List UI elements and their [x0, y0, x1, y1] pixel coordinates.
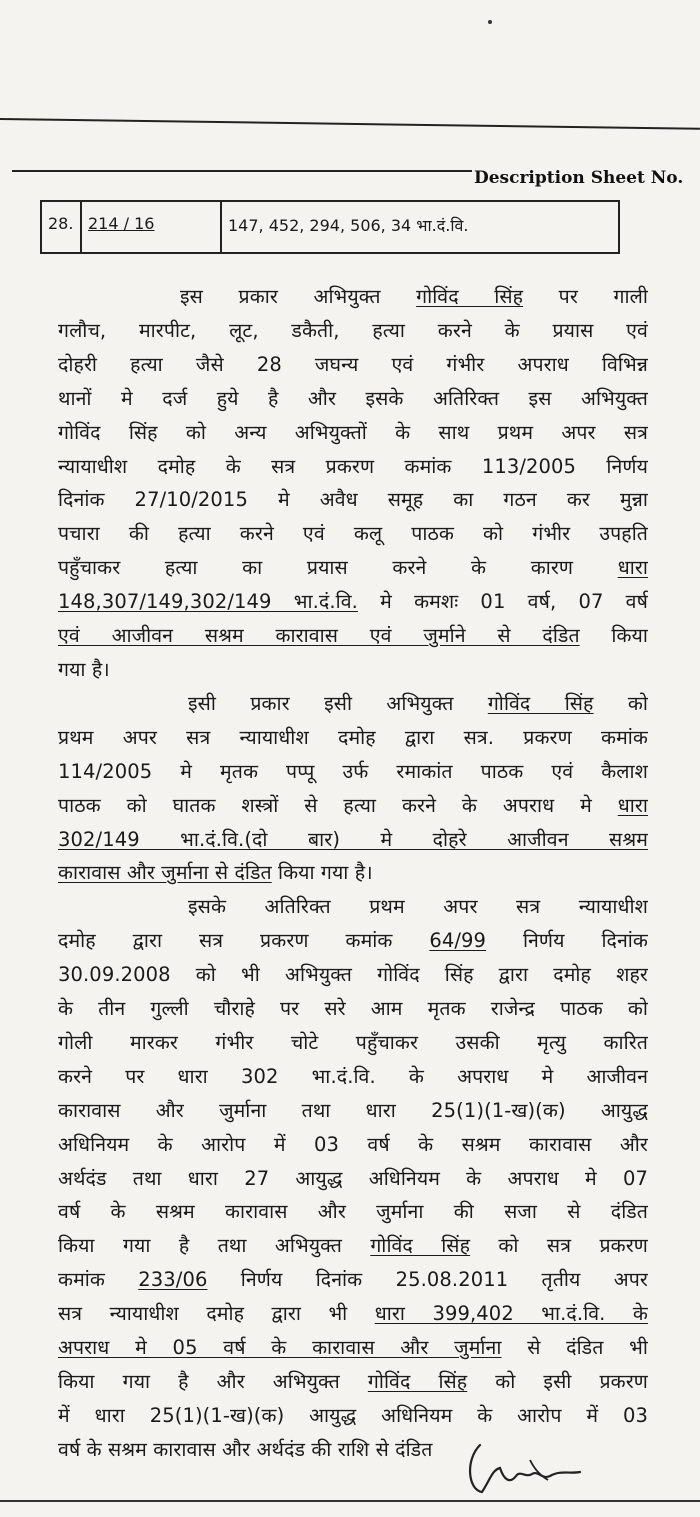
- text-line: [58, 755, 648, 789]
- header-rule: [12, 170, 472, 172]
- underlined-text: धारा: [617, 556, 648, 580]
- case-serial: 28.: [42, 202, 82, 252]
- text-line: [58, 1263, 648, 1297]
- text-line: [58, 483, 648, 517]
- document-body: [58, 280, 648, 1467]
- text-line: [58, 1365, 648, 1399]
- text-segment: करने पर धारा 302 भा.दं.वि. के अपराध मे आजीवन: [58, 1064, 648, 1088]
- text-segment: गोली मारकर गंभीर चोटे पहुँचाकर उसकी मृत्यु कारित: [58, 1030, 648, 1054]
- text-line: [58, 992, 648, 1026]
- text-line: [58, 1331, 648, 1365]
- text-line: [58, 958, 648, 992]
- text-line: [58, 924, 648, 958]
- underlined-text: धारा: [617, 793, 648, 817]
- text-segment: प्रथम अपर सत्र न्यायाधीश दमोह द्वारा सत्र. प्रकरण कमांक: [58, 725, 648, 749]
- text-segment: निर्णय दिनांक: [486, 929, 648, 953]
- text-segment: 30.09.2008 को भी अभियुक्त गोविंद सिंह द्वारा दमोह शहर: [58, 963, 648, 987]
- text-line: [58, 1162, 648, 1196]
- text-segment: दोहरी हत्या जैसे 28 जघन्य एवं गंभीर अपराध विभिन्न: [58, 352, 648, 376]
- text-segment: अर्थदंड तथा धारा 27 आयुद्ध अधिनियम के अपराध मे 07: [58, 1166, 648, 1190]
- text-line: [58, 348, 648, 382]
- text-segment: इसी प्रकार इसी अभियुक्त: [188, 691, 488, 715]
- text-segment: कमांक: [58, 1268, 139, 1292]
- text-line: [58, 653, 648, 687]
- text-segment: को सत्र प्रकरण: [470, 1234, 648, 1258]
- text-line: [58, 890, 648, 924]
- text-segment: किया: [579, 624, 648, 648]
- text-line: [58, 1094, 648, 1128]
- text-line: [58, 280, 648, 314]
- case-row: [40, 200, 620, 254]
- text-segment: थानों मे दर्ज हुये है और इसके अतिरिक्त इस अभियुक्त: [58, 386, 648, 410]
- text-line: [58, 1026, 648, 1060]
- text-segment: किया गया है और अभियुक्त: [58, 1370, 368, 1393]
- text-line: [58, 382, 648, 416]
- text-segment: गोविंद सिंह को अन्य अभियुक्तों के साथ प्रथम अपर सत्र: [58, 420, 648, 444]
- text-segment: गया है।: [58, 657, 110, 681]
- text-line: [58, 416, 648, 450]
- case-sections: 147, 452, 294, 506, 34 भा.दं.वि.: [228, 216, 469, 235]
- text-segment: से दंडित भी: [501, 1336, 648, 1360]
- text-segment: किया गया है तथा अभियुक्त: [58, 1234, 371, 1258]
- text-segment: मे कमशः 01 वर्ष, 07 वर्ष: [357, 590, 648, 614]
- text-segment: गलौच, मारपीट, लूट, डकैती, हत्या करने के प्रयास एवं: [58, 318, 648, 342]
- underlined-text: गोविंद सिंह: [487, 691, 594, 715]
- underlined-text: एवं आजीवन सश्रम कारावास एवं जुर्माने से दंडित: [58, 624, 580, 648]
- text-segment: सत्र न्यायाधीश दमोह द्वारा भी: [58, 1302, 375, 1326]
- text-segment: पचारा की हत्या करने एवं कलू पाठक को गंभीर उपहति: [58, 522, 648, 546]
- text-segment: दमोह द्वारा सत्र प्रकरण कमांक: [58, 929, 430, 953]
- underlined-text: 302/149 भा.दं.वि.(दो बार) मे दोहरे आजीवन सश्रम: [58, 827, 648, 851]
- underlined-text: 148,307/149,302/149 भा.दं.वि.: [58, 590, 358, 614]
- text-segment: इस प्रकार अभियुक्त: [180, 285, 417, 308]
- underlined-text: गोविंद सिंह: [367, 1370, 468, 1393]
- underlined-text: 233/06: [138, 1268, 208, 1292]
- text-line: [58, 1297, 648, 1331]
- signature-icon: [460, 1440, 610, 1500]
- text-segment: में धारा 25(1)(1-ख)(क) आयुद्ध अधिनियम के आरोप में 03: [58, 1403, 648, 1427]
- text-segment: पाठक को घातक शस्त्रों से हत्या करने के अपराध मे: [58, 793, 618, 817]
- text-segment: पहुँचाकर हत्या का प्रयास करने के कारण: [58, 556, 618, 580]
- underlined-text: गोविंद सिंह: [416, 285, 524, 308]
- text-line: [58, 856, 648, 890]
- text-line: [58, 687, 648, 721]
- text-line: [58, 450, 648, 484]
- text-segment: के तीन गुल्ली चौराहे पर सरे आम मृतक राजेन्द्र पाठक को: [58, 997, 648, 1021]
- top-rule: [0, 118, 700, 130]
- speck: [488, 20, 492, 24]
- bottom-rule: [0, 1500, 700, 1502]
- text-line: [58, 619, 648, 653]
- text-segment: अधिनियम के आरोप में 03 वर्ष के सश्रम कारावास और: [58, 1132, 648, 1156]
- text-line: [58, 721, 648, 755]
- text-line: [58, 789, 648, 823]
- text-line: [58, 517, 648, 551]
- text-line: [58, 551, 648, 585]
- underlined-text: कारावास और जुर्माना से दंडित: [58, 861, 272, 885]
- text-segment: वर्ष के सश्रम कारावास और जुर्माना की सजा से दंडित: [58, 1200, 648, 1224]
- text-segment: न्यायाधीश दमोह के सत्र प्रकरण कमांक 113/2005 निर्णय: [58, 454, 648, 478]
- text-segment: को इसी प्रकरण: [467, 1370, 648, 1393]
- underlined-text: 64/99: [429, 929, 487, 953]
- text-line: [58, 1229, 648, 1263]
- underlined-text: अपराध मे 05 वर्ष के कारावास और जुर्माना: [58, 1336, 502, 1360]
- text-segment: निर्णय दिनांक 25.08.2011 तृतीय अपर: [207, 1268, 648, 1292]
- text-line: [58, 1399, 648, 1433]
- text-segment: दिनांक 27/10/2015 मे अवैध समूह का गठन कर मुन्ना: [58, 488, 648, 512]
- text-line: [58, 1128, 648, 1162]
- underlined-text: धारा 399,402 भा.दं.वि. के: [374, 1302, 648, 1326]
- text-segment: को: [593, 691, 648, 715]
- text-line: [58, 1060, 648, 1094]
- text-line: [58, 1195, 648, 1229]
- text-line: [58, 585, 648, 619]
- underlined-text: गोविंद सिंह: [370, 1234, 471, 1258]
- text-segment: 114/2005 मे मृतक पप्पू उर्फ रमाकांत पाठक एवं कैलाश: [58, 759, 648, 783]
- text-segment: इसके अतिरिक्त प्रथम अपर सत्र न्यायाधीश: [188, 895, 648, 919]
- text-line: [58, 823, 648, 857]
- description-sheet-label: Description Sheet No.: [474, 168, 684, 188]
- text-segment: किया गया है।: [271, 861, 373, 885]
- text-line: [58, 314, 648, 348]
- text-segment: वर्ष के सश्रम कारावास और अर्थदंड की राशि से दंडित: [58, 1437, 433, 1461]
- text-segment: कारावास और जुर्माना तथा धारा 25(1)(1-ख)(क) आयुद्ध: [58, 1098, 648, 1122]
- case-number: 214 / 16: [82, 202, 222, 252]
- text-segment: पर गाली: [523, 285, 648, 308]
